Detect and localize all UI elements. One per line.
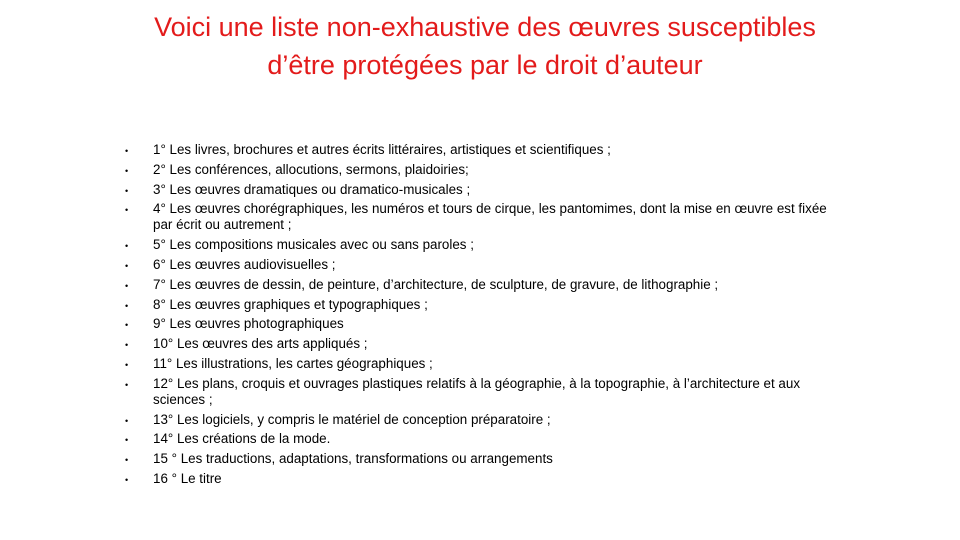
list-item-text: 9° Les œuvres photographiques — [153, 316, 344, 332]
list-item — [115, 142, 835, 158]
bullet-icon: • — [125, 260, 129, 271]
bullet-icon: • — [125, 146, 129, 156]
bullet-icon: • — [125, 415, 129, 426]
bullet-icon: • — [125, 359, 129, 370]
list-item — [115, 257, 835, 273]
list-item — [115, 356, 835, 372]
list-item-text: 14° Les créations de la mode. — [153, 431, 331, 447]
list-item-text: 15 ° Les traductions, adaptations, transformations ou arrangements — [153, 451, 553, 467]
list-item — [115, 471, 835, 487]
list-item-text: 4° Les œuvres chorégraphiques, les numéros et tours de cirque, les pantomimes, dont la mise en œuvre est fixée par écrit ou autrement ; — [153, 201, 827, 233]
bullet-icon: • — [125, 280, 129, 291]
list-item — [115, 277, 835, 293]
list-item — [115, 451, 835, 467]
list-item-text: 8° Les œuvres graphiques et typographiques ; — [153, 296, 428, 312]
list-item — [115, 182, 835, 198]
list-item-text: 6° Les œuvres audiovisuelles ; — [153, 256, 336, 272]
works-list — [115, 142, 835, 491]
list-item-text: 7° Les œuvres de dessin, de peinture, d’architecture, de sculpture, de gravure, de lithographie ; — [153, 276, 719, 292]
list-item-text: 2° Les conférences, allocutions, sermons, plaidoiries; — [153, 161, 469, 177]
list-item — [115, 412, 835, 428]
list-item — [115, 201, 835, 233]
bullet-icon: • — [125, 300, 129, 311]
list-item — [115, 297, 835, 313]
bullet-icon: • — [125, 165, 129, 176]
list-item-text: 10° Les œuvres des arts appliqués ; — [153, 336, 368, 352]
bullet-icon: • — [125, 320, 129, 331]
list-item — [115, 316, 835, 332]
bullet-icon: • — [125, 241, 129, 252]
list-item — [115, 376, 835, 408]
bullet-icon: • — [125, 185, 129, 196]
list-item — [115, 237, 835, 253]
bullet-icon: • — [125, 379, 129, 390]
list-item-text: 11° Les illustrations, les cartes géographiques ; — [153, 355, 433, 371]
list-item — [115, 431, 835, 447]
list-item-text: 13° Les logiciels, y compris le matériel de conception préparatoire ; — [153, 411, 551, 427]
list-item-text: 16 ° Le titre — [153, 470, 222, 486]
list-item-text: 5° Les compositions musicales avec ou sans paroles ; — [153, 237, 474, 253]
list-item-text: 1° Les livres, brochures et autres écrits littéraires, artistiques et scientifiques ; — [153, 142, 611, 157]
list-item-text: 12° Les plans, croquis et ouvrages plastiques relatifs à la géographie, à la topographie, à l’architecture et aux sciences ; — [153, 375, 801, 407]
slide-title: Voici une liste non-exhaustive des œuvres susceptibles d’être protégées par le droit d’auteur — [154, 12, 816, 80]
bullet-icon: • — [125, 435, 129, 446]
list-item — [115, 162, 835, 178]
bullet-icon: • — [125, 474, 129, 485]
bullet-icon: • — [125, 205, 129, 216]
list-item-text: 3° Les œuvres dramatiques ou dramatico-musicales ; — [153, 181, 471, 197]
bullet-icon: • — [125, 340, 129, 351]
bullet-icon: • — [125, 455, 129, 466]
list-item — [115, 336, 835, 352]
